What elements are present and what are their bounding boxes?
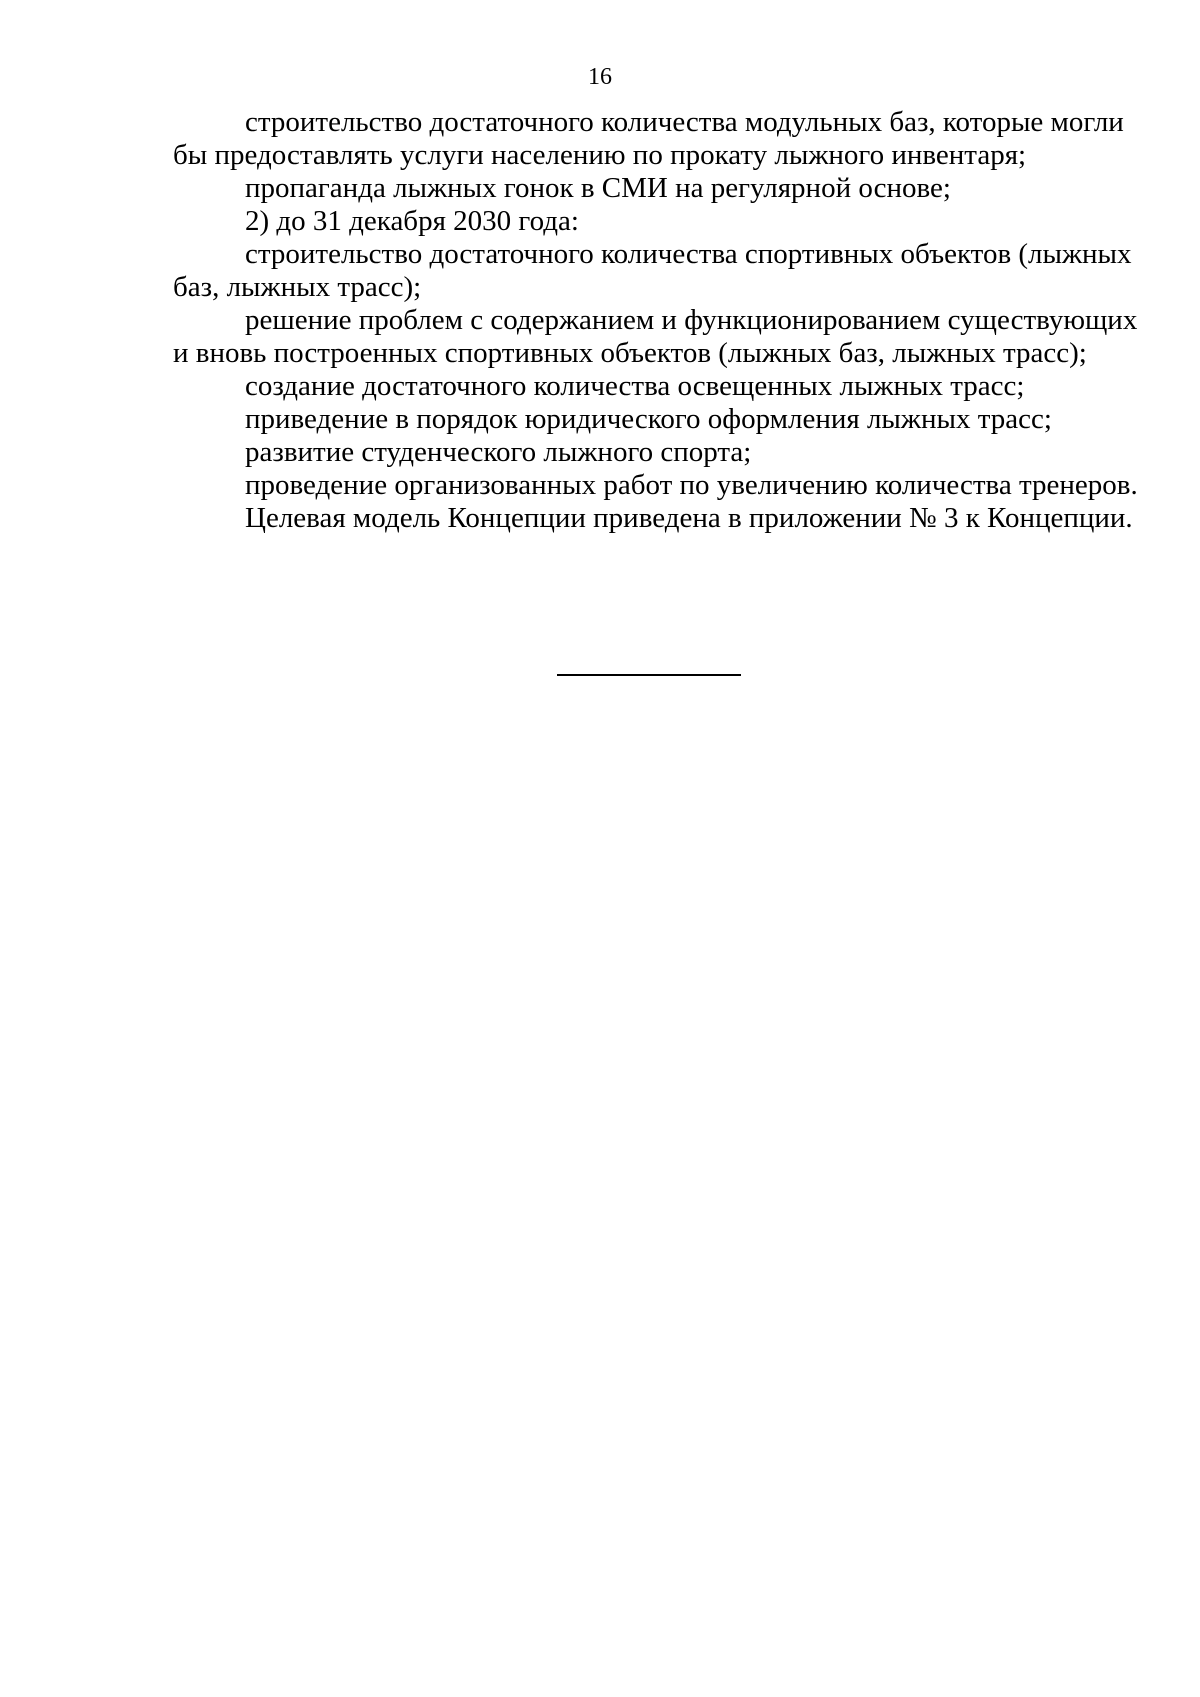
document-body: [173, 106, 1138, 535]
paragraph-lit-trails: создание достаточного количества освещенных лыжных трасс;: [245, 370, 1025, 402]
paragraph-legal-registration: приведение в порядок юридического оформления лыжных трасс;: [245, 403, 1052, 435]
closing-divider-line: [557, 674, 741, 676]
paragraph-line: решение проблем с содержанием и функционированием существующих: [245, 304, 1138, 336]
paragraph-line: строительство достаточного количества модульных баз, которые могли: [245, 106, 1124, 138]
paragraph-line: баз, лыжных трасс);: [173, 271, 422, 303]
paragraph-line: и вновь построенных спортивных объектов (лыжных баз, лыжных трасс);: [173, 337, 1087, 369]
paragraph-modular-bases: [173, 106, 1124, 172]
paragraph-line: бы предоставлять услуги населению по прокату лыжного инвентаря;: [173, 139, 1027, 171]
paragraph-sport-facilities: [173, 238, 1132, 304]
page-number: 16: [588, 64, 612, 90]
paragraph-line: строительство достаточного количества спортивных объектов (лыжных: [245, 238, 1132, 270]
paragraph-maintenance-problems: [173, 304, 1138, 370]
paragraph-target-model: Целевая модель Концепции приведена в приложении № 3 к Концепции.: [245, 502, 1133, 534]
paragraph-media-promotion: пропаганда лыжных гонок в СМИ на регулярной основе;: [245, 172, 951, 204]
paragraph-coaches: проведение организованных работ по увеличению количества тренеров.: [245, 469, 1138, 501]
paragraph-deadline-2030: 2) до 31 декабря 2030 года:: [245, 205, 579, 237]
paragraph-student-skiing: развитие студенческого лыжного спорта;: [245, 436, 752, 468]
